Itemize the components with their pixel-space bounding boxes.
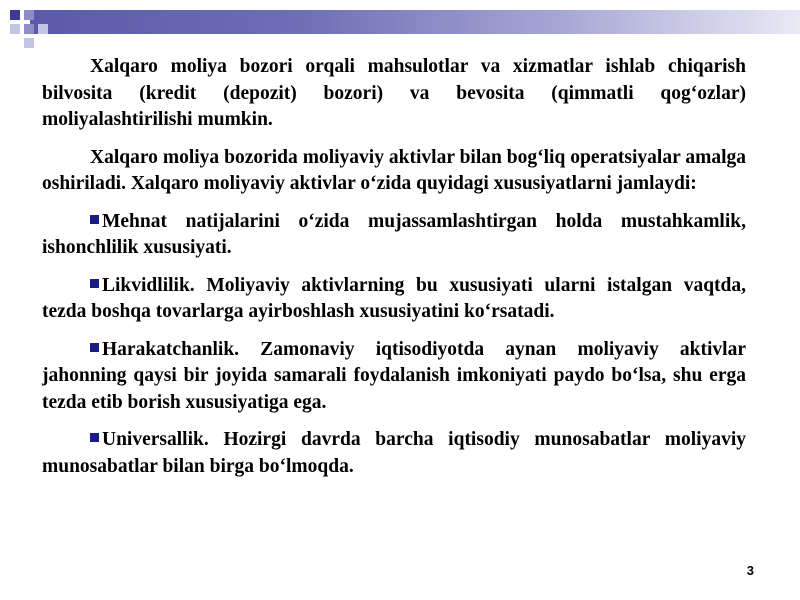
header-square-decoration [24, 10, 34, 20]
square-bullet-icon [90, 433, 99, 442]
square-bullet-icon [90, 279, 99, 288]
bullet-item [42, 209, 746, 262]
page-number: 3 [746, 563, 754, 578]
header-square-decoration [10, 10, 20, 20]
header-gradient-bar [30, 10, 800, 34]
bullet-item [42, 273, 746, 326]
bullet-item [42, 427, 746, 480]
header-square-decoration [38, 24, 48, 34]
header-square-decoration [24, 24, 34, 34]
slide-content [42, 54, 746, 491]
square-bullet-icon [90, 343, 99, 352]
paragraph-text: Xalqaro moliya bozori orqali mahsulotlar va xizmatlar ishlab chiqarish bilvosita (kredit (depozit) bozori) va bevosita (qimmatli qog‘ozlar) moliyalashtirilishi mumkin. [42, 56, 746, 130]
paragraph-text: Xalqaro moliya bozorida moliyaviy aktivlar bilan bog‘liq operatsiyalar amalga oshiriladi. Xalqaro moliyaviy aktivlar o‘zida quyidagi xususiyatlarni jamlaydi: [42, 146, 746, 194]
intro-paragraph [42, 54, 746, 134]
intro-paragraph [42, 145, 746, 198]
bullet-text: Harakatchanlik. Zamonaviy iqtisodiyotda aynan moliyaviy aktivlar jahonning qaysi bir joyida samarali foydalanish imkoniyati paydo bo‘lsa, shu erga tezda etib borish xususiyatiga ega. [42, 338, 746, 413]
bullet-text: Universallik. Hozirgi davrda barcha iqtisodiy munosabatlar moliyaviy munosabatlar bilan birga bo‘lmoqda. [42, 429, 746, 477]
header-square-decoration [24, 38, 34, 48]
bullet-text: Mehnat natijalarini o‘zida mujassamlashtirgan holda mustahkamlik, ishonchlilik xususiyati. [42, 210, 746, 258]
square-bullet-icon [90, 215, 99, 224]
header-square-decoration [10, 24, 20, 34]
bullet-item [42, 337, 746, 417]
bullet-text: Likvidlilik. Moliyaviy aktivlarning bu xususiyati ularni istalgan vaqtda, tezda boshqa tovarlarga ayirboshlash xususiyatini ko‘rsatadi. [42, 274, 746, 322]
